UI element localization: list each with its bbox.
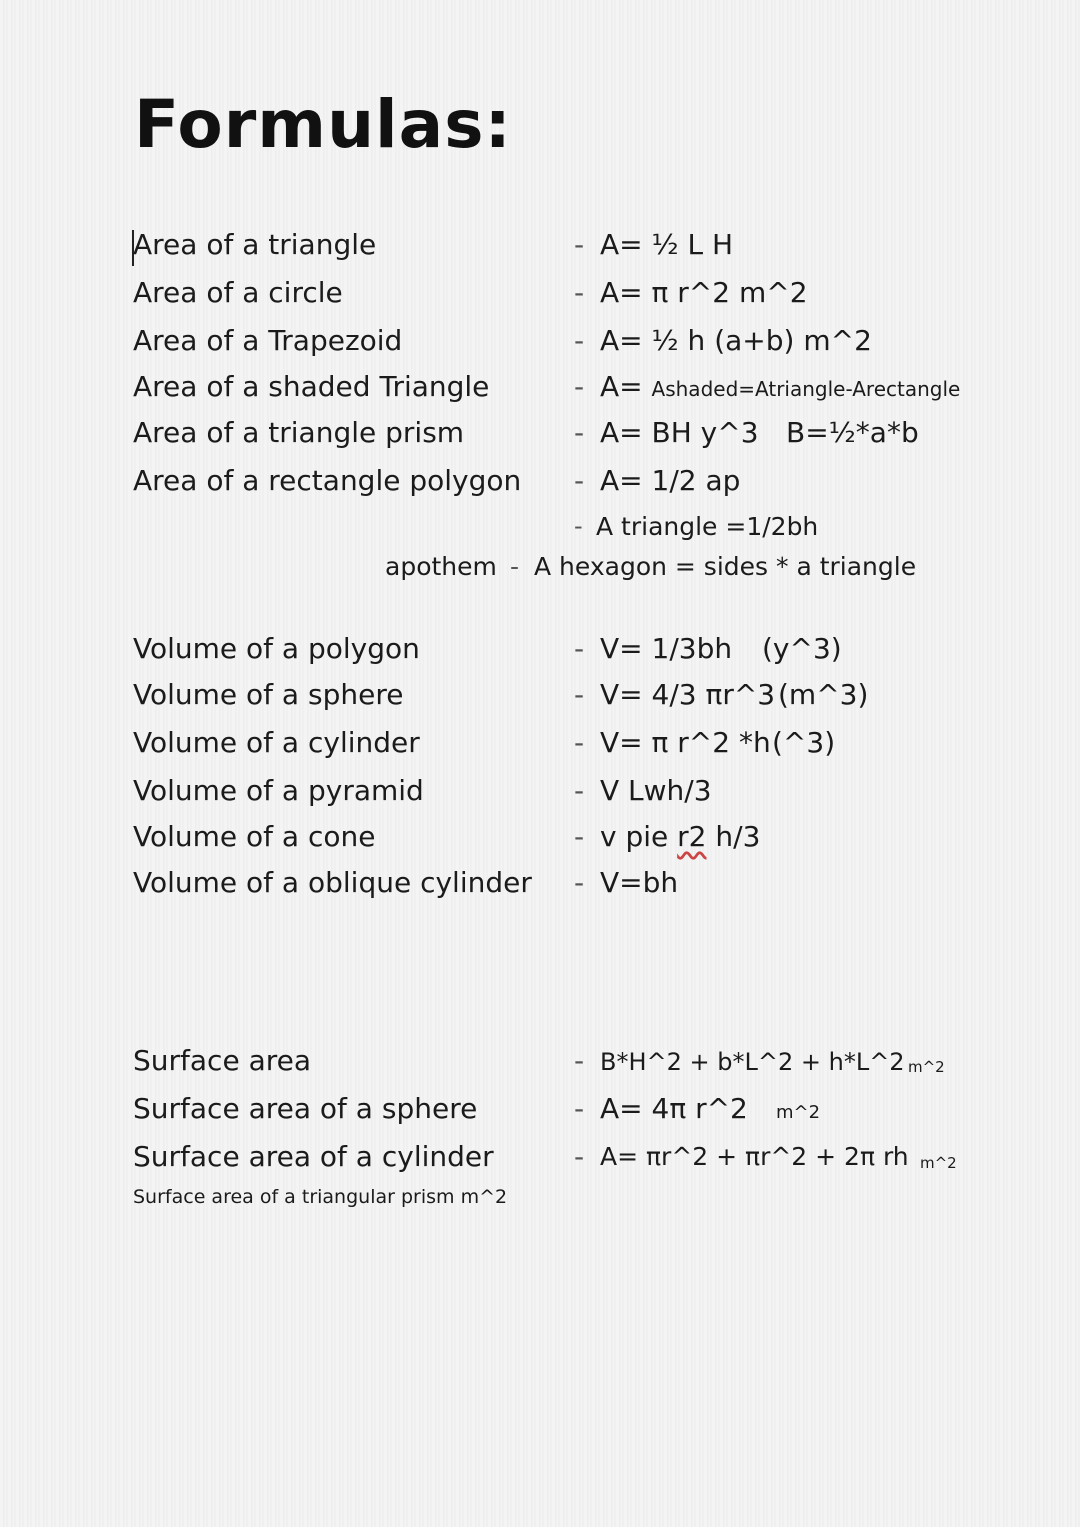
volume-formula: V Lwh/3: [600, 774, 712, 807]
area-formula: A= π r^2 m^2: [600, 276, 808, 309]
dash: -: [574, 276, 585, 309]
surface-label: Surface area of a sphere: [133, 1092, 478, 1125]
area-formula: A= BH y^3: [600, 416, 759, 449]
dash: -: [574, 774, 585, 807]
volume-label: Volume of a oblique cylinder: [133, 866, 532, 899]
dash: -: [574, 370, 585, 403]
surface-formula: A= πr^2 + πr^2 + 2π rh: [600, 1142, 909, 1171]
hexagon-line: A hexagon = sides * a triangle: [534, 552, 917, 581]
area-formula-extra: B=½*a*b: [786, 416, 919, 449]
area-row: [0, 228, 1080, 268]
area-label: Area of a triangle prism: [133, 416, 465, 449]
dash: -: [574, 726, 585, 759]
surface-extra-row: [0, 1186, 1080, 1226]
volume-row: [0, 866, 1080, 906]
area-row: [0, 324, 1080, 364]
volume-row: [0, 726, 1080, 766]
area-extra-row: [0, 552, 1080, 592]
volume-label: Volume of a cone: [133, 820, 376, 853]
area-label: Area of a rectangle polygon: [133, 464, 522, 497]
area-formula: [600, 370, 960, 403]
dash: -: [574, 632, 585, 665]
volume-row: [0, 632, 1080, 672]
volume-unit: (m^3): [778, 678, 869, 711]
area-label: Area of a Trapezoid: [133, 324, 403, 357]
surface-label: Surface area of a cylinder: [133, 1140, 494, 1173]
volume-label: Volume of a sphere: [133, 678, 404, 711]
dash: -: [574, 416, 585, 449]
dash: -: [574, 1140, 585, 1173]
area-row: [0, 464, 1080, 504]
surface-formula: B*H^2 + b*L^2 + h*L^2: [600, 1048, 905, 1076]
area-label: Area of a circle: [133, 276, 343, 309]
dash: -: [574, 820, 585, 853]
dash: -: [574, 1092, 585, 1125]
dash: -: [574, 512, 583, 540]
volume-row: [0, 820, 1080, 860]
area-formula: A= 1/2 ap: [600, 464, 741, 497]
volume-formula-a: v pie: [600, 820, 678, 853]
volume-label: Volume of a cylinder: [133, 726, 420, 759]
surface-label: Surface area: [133, 1044, 312, 1077]
area-row: [0, 276, 1080, 316]
surface-unit: m^2: [908, 1058, 945, 1076]
dash: -: [574, 1044, 585, 1077]
triangle-line: A triangle =1/2bh: [596, 512, 819, 541]
area-formula-prefix: A=: [600, 370, 643, 403]
volume-formula: V= 4/3 πr^3: [600, 678, 776, 711]
volume-row: [0, 774, 1080, 814]
area-formula: A= ½ h (a+b) m^2: [600, 324, 872, 357]
surface-unit: m^2: [920, 1154, 957, 1172]
triangular-prism-label: Surface area of a triangular prism m^2: [133, 1186, 508, 1208]
page-title: Formulas:: [134, 86, 512, 163]
surface-row: [0, 1044, 1080, 1084]
area-row: [0, 416, 1080, 456]
volume-formula: V= π r^2 *h: [600, 726, 771, 759]
area-extra-row: [0, 512, 1080, 552]
volume-label: Volume of a pyramid: [133, 774, 424, 807]
area-formula-small: Ashaded=Atriangle-Arectangle: [651, 377, 961, 401]
area-row: [0, 370, 1080, 410]
apothem-label: apothem: [385, 552, 497, 581]
dash: -: [574, 464, 585, 497]
dash: -: [574, 324, 585, 357]
volume-unit: (^3): [772, 726, 836, 759]
area-label: Area of a shaded Triangle: [133, 370, 490, 403]
volume-formula-c: h/3: [706, 820, 761, 853]
surface-formula: A= 4π r^2: [600, 1092, 748, 1125]
surface-row: [0, 1092, 1080, 1132]
dash: -: [574, 228, 585, 261]
area-formula: A= ½ L H: [600, 228, 734, 261]
volume-row: [0, 678, 1080, 718]
volume-unit: (y^3): [762, 632, 842, 665]
area-label: Area of a triangle: [133, 228, 377, 261]
surface-unit: m^2: [776, 1102, 821, 1123]
dash: -: [510, 552, 520, 581]
surface-row: [0, 1140, 1080, 1180]
volume-formula: V=bh: [600, 866, 679, 899]
volume-formula-b: r2: [677, 820, 707, 853]
volume-formula: V= 1/3bh: [600, 632, 733, 665]
dash: -: [574, 866, 585, 899]
volume-formula: [600, 820, 760, 853]
dash: -: [574, 678, 585, 711]
volume-label: Volume of a polygon: [133, 632, 420, 665]
